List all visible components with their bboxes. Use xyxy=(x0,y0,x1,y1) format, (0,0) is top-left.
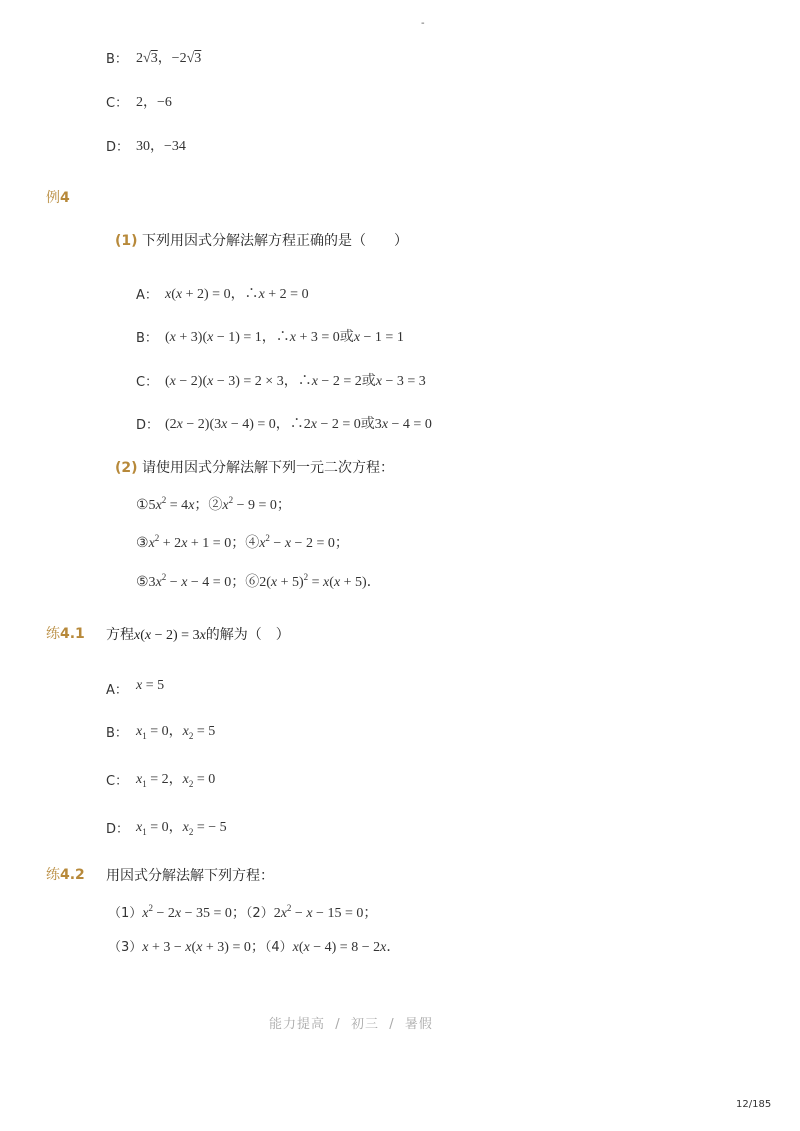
example-4-label: 例4 xyxy=(46,190,70,206)
footer-course: 能力提高 xyxy=(269,1017,326,1032)
prev-option-c: 2，−6 xyxy=(136,95,172,110)
ex4-option-a: x(x + 2) = 0，∴x + 2 = 0 xyxy=(165,287,309,302)
p41-option-b: $x_1 = 0$，$x_2 = 5$ xyxy=(136,724,216,741)
page-footer xyxy=(269,1013,433,1032)
practice-4-2-label: 练4.2 xyxy=(46,867,85,883)
prev-option-d-label: D： xyxy=(106,140,130,155)
ex4-option-a-label: A： xyxy=(136,288,158,303)
p41-option-c-label: C： xyxy=(106,774,129,789)
prev-option-b-label: B： xyxy=(106,52,128,67)
part-1-number: (1) xyxy=(115,233,138,249)
p41-option-a: x = 5 xyxy=(136,678,165,693)
prev-option-c-label: C： xyxy=(106,96,129,111)
p42-line-1: $(1)x^2 - 2x - 35 = 0$；$(2)2x^2 - x - 15 = 0$； xyxy=(108,903,378,921)
equation-line-3: $⑤3x^2 - x - 4 = 0$；⑥2(x + 5)$^2$ = x(x + 5)． xyxy=(136,572,381,590)
p41-option-d: $x_1 = 0$，$x_2$ = − 5 xyxy=(136,820,227,837)
footer-term: 暑假 xyxy=(404,1017,433,1032)
footer-grade: 初三 xyxy=(350,1017,379,1032)
equation-line-2: $③x^2 + 2x + 1 = 0$；$④x^2 - x - 2 = 0$； xyxy=(136,533,349,551)
prev-option-d: 30，−34 xyxy=(136,139,186,154)
ex4-option-b: (x + 3)(x − 1) = 1，∴x + 3 = 0或x − 1 = 1 xyxy=(165,330,404,345)
practice-4-2-question: 用因式分解法解下列方程： xyxy=(106,868,274,884)
p41-option-d-label: D： xyxy=(106,822,130,837)
footer-sep-2: / xyxy=(389,1017,395,1032)
ex4-option-b-label: B： xyxy=(136,331,158,346)
top-mark: - xyxy=(421,18,425,29)
ex4-option-d-label: D： xyxy=(136,418,160,433)
part-2-number: (2) xyxy=(115,460,138,476)
ex4-option-c-label: C： xyxy=(136,375,159,390)
prev-option-b: 2√3，−2√3 xyxy=(136,51,202,66)
practice-4-1-question: 方程x(x − 2) = 3x的解为（ ） xyxy=(106,627,290,643)
ex4-option-d: (2x − 2)(3x − 4) = 0，∴2x − 2 = 0或3x − 4 = 0 xyxy=(165,417,432,432)
example-4-part-2: (2) 请使用因式分解法解下列一元二次方程： xyxy=(115,460,394,476)
page-number: 12/185 xyxy=(736,1099,772,1110)
ex4-option-c: (x − 2)(x − 3) = 2 × 3，∴x − 2 = 2或x − 3 = 3 xyxy=(165,374,426,389)
p42-line-2: （3）x + 3 − x(x + 3) = 0；（4）x(x − 4) = 8 − 2x． xyxy=(108,940,401,955)
example-4-part-1: (1) 下列用因式分解法解方程正确的是（ ） xyxy=(115,233,408,249)
p41-option-c: $x_1 = 2$，$x_2 = 0$ xyxy=(136,772,216,789)
equation-line-1: $①5x^2 = 4x$；$②x^2 - 9 = 0$； xyxy=(136,495,291,513)
p41-option-a-label: A： xyxy=(106,683,128,698)
footer-sep-1: / xyxy=(335,1017,341,1032)
p41-option-b-label: B： xyxy=(106,726,128,741)
practice-4-1-label: 练4.1 xyxy=(46,626,85,642)
